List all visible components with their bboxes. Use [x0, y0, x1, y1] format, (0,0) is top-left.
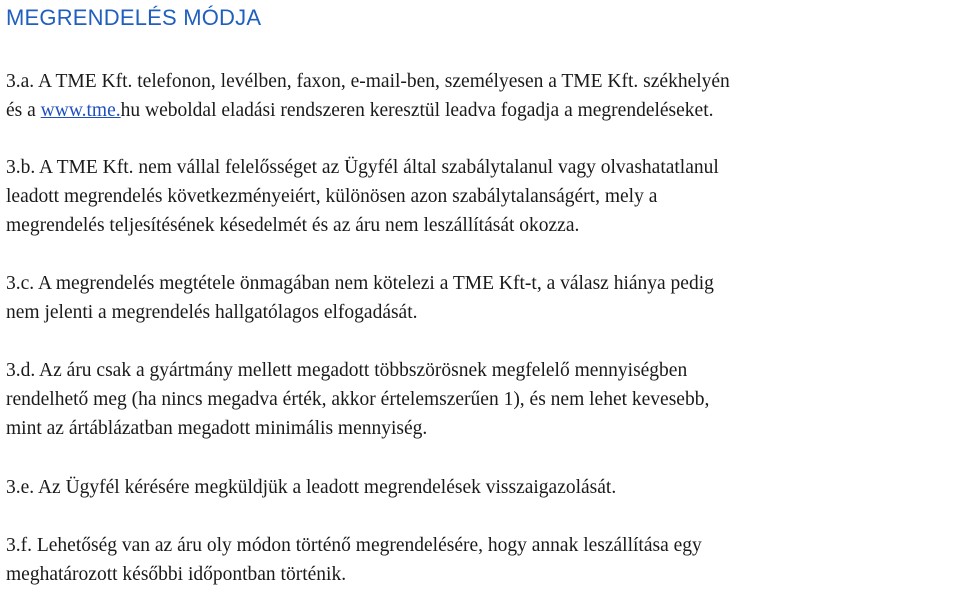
paragraph-3e	[6, 473, 956, 502]
paragraph-3b-line-1: 3.b. A TME Kft. nem vállal felelősséget az Ügyfél által szabálytalanul vagy olvashatatlanul	[6, 157, 719, 178]
paragraph-3b	[6, 153, 956, 240]
website-link[interactable]: www.tme.	[40, 100, 121, 121]
paragraph-3a-line-2-pre: és a	[6, 100, 41, 121]
paragraph-3a-line-2-post: hu weboldal eladási rendszeren keresztül leadva fogadja a megrendeléseket.	[120, 100, 714, 121]
paragraph-3a	[6, 67, 956, 125]
paragraph-3c	[6, 269, 956, 327]
paragraph-3c-line-1: 3.c. A megrendelés megtétele önmagában nem kötelezi a TME Kft-t, a válasz hiánya pedig	[6, 273, 714, 294]
paragraph-3e-line-1: 3.e. Az Ügyfél kérésére megküldjük a leadott megrendelések visszaigazolását.	[6, 477, 617, 498]
paragraph-3d-line-3: mint az ártáblázatban megadott minimális mennyiség.	[6, 418, 428, 439]
paragraph-3d	[6, 356, 956, 443]
paragraph-3d-line-1: 3.d. Az áru csak a gyártmány mellett megadott többszörösnek megfelelő mennyiségben	[6, 360, 688, 381]
paragraph-3a-line-2	[6, 96, 956, 125]
document-page	[6, 0, 956, 589]
paragraph-3f	[6, 531, 956, 589]
paragraph-3c-line-2: nem jelenti a megrendelés hallgatólagos elfogadását.	[6, 302, 418, 323]
page-title: MEGRENDELÉS MÓDJA	[6, 5, 262, 30]
paragraph-3b-line-3: megrendelés teljesítésének késedelmét és az áru nem leszállítását okozza.	[6, 215, 580, 236]
paragraph-3d-line-2: rendelhető meg (ha nincs megadva érték, akkor értelemszerűen 1), és nem lehet kevesebb,	[6, 389, 710, 410]
paragraph-3f-line-1: 3.f. Lehetőség van az áru oly módon történő megrendelésére, hogy annak leszállítása egy	[6, 535, 702, 556]
paragraph-3b-line-2: leadott megrendelés következményeiért, különösen azon szabálytalanságért, mely a	[6, 186, 658, 207]
paragraph-3a-line-1: 3.a. A TME Kft. telefonon, levélben, faxon, e-mail-ben, személyesen a TME Kft. székhelyén	[6, 71, 730, 92]
paragraph-3f-line-2: meghatározott későbbi időpontban történik.	[6, 564, 347, 585]
